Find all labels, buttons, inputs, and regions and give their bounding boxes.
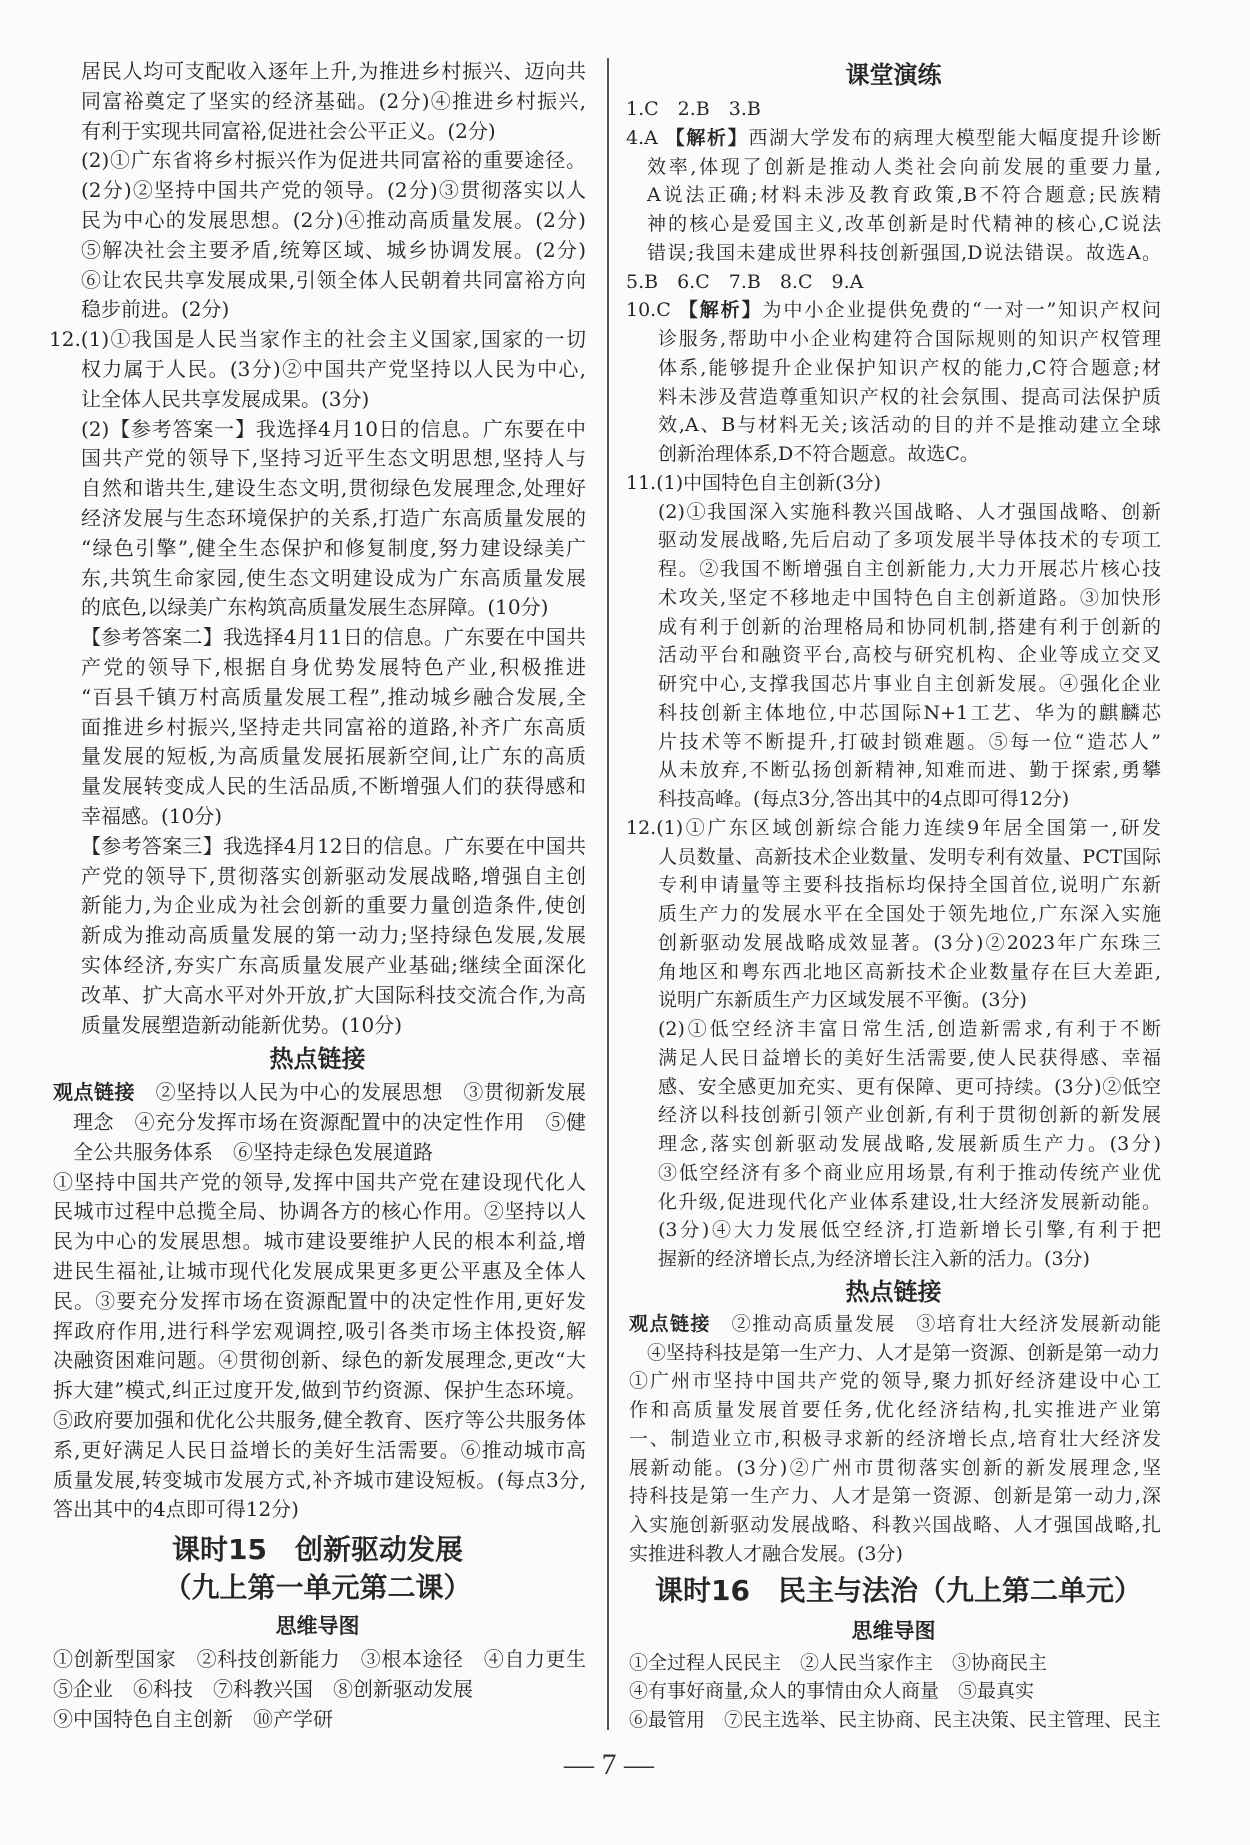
- text-line: [49, 921, 586, 951]
- line-text: ①创新型国家 ②科技创新能力 ③根本途径 ④自力更生: [53, 1647, 586, 1672]
- text-line: [49, 1168, 586, 1198]
- text-line: [626, 1216, 1161, 1245]
- text-line: [49, 1138, 586, 1168]
- line-text: 理念 ④充分发挥市场在资源配置中的决定性作用 ⑤健: [73, 1110, 586, 1135]
- line-text: (2)①低空经济丰富日常生活,创造新需求,有利于不断: [658, 1018, 1161, 1040]
- line-text: 课时15 创新驱动发展: [172, 1533, 463, 1567]
- text-line: [49, 146, 586, 176]
- text-line: [49, 266, 586, 296]
- text-line: [626, 986, 1161, 1015]
- line-text: A说法正确;材料未涉及教育政策,B不符合题意;民族精: [647, 184, 1161, 207]
- text-line: [626, 1677, 1161, 1706]
- line-text: 成有利于创新的治理格局和协同机制,搭建有利于创新的: [658, 615, 1161, 638]
- bold-label: 【解析】: [678, 299, 763, 322]
- text-line: [49, 1227, 586, 1257]
- question-number: 10.C: [626, 299, 679, 322]
- text-line: [49, 87, 586, 117]
- line-text: 自然和谐共生,建设生态文明,贯彻绿色发展理念,处理好: [81, 476, 586, 501]
- line-text: 创新治理体系,D不符合题意。故选C。: [658, 443, 979, 465]
- line-text: 活动平台和融资平台,高校与研究机构、企业等成立交叉: [658, 644, 1161, 667]
- text-line: [626, 814, 1161, 843]
- line-text: 一、制造业立市,积极寻求新的经济增长点,培育壮大经济发: [629, 1427, 1161, 1450]
- text-line: [49, 1346, 586, 1376]
- line-text: （九上第一单元第二课）: [163, 1571, 472, 1605]
- line-text: 驱动发展战略,先后启动了多项发展半导体技术的专项工: [658, 529, 1161, 552]
- text-line: [626, 1310, 1161, 1339]
- text-line: [49, 593, 586, 623]
- line-text: 握新的经济增长点,为经济增长注入新的活力。(3分): [658, 1248, 1090, 1270]
- text-line: [49, 1078, 586, 1108]
- line-text: 让全体人民共享发展成果。(3分): [81, 386, 370, 411]
- line-text: 料未涉及营造尊重知识产权的社会氛围、提高司法保护质: [658, 385, 1161, 408]
- line-text: 为中小企业提供免费的“一对一”知识产权问: [762, 299, 1161, 322]
- lesson-title: [626, 1569, 1161, 1613]
- line-text: 效率,体现了创新是推动人类社会向前发展的重要力量,: [647, 155, 1161, 178]
- line-text: ⑤解决社会主要矛盾,统筹区域、城乡协调发展。(2分): [81, 237, 586, 262]
- line-text: 12.(1)①我国是人民当家作主的社会主义国家,国家的一切: [49, 327, 586, 352]
- bold-label: 观点链接: [53, 1080, 136, 1105]
- text-line: [626, 1339, 1161, 1368]
- text-line: [49, 117, 586, 147]
- text-line: [49, 295, 586, 325]
- line-text: 东,共筑生命家园,使生态文明建设成为广东高质量发展: [81, 565, 586, 590]
- text-line: [626, 239, 1161, 268]
- line-text: ⑨中国特色自主创新 ⑩产学研: [53, 1706, 333, 1731]
- section-heading: [626, 55, 1161, 95]
- line-text: 的底色,以绿美广东构筑高质量发展生态屏障。(10分): [81, 595, 549, 620]
- line-text: 民城市过程中总揽全局、协调各方的核心作用。②坚持以人: [53, 1199, 586, 1224]
- line-text: 专利申请量等主要科技指标均保持全国首位,说明广东新: [658, 874, 1161, 897]
- line-text: 新成为推动高质量发展的第一动力;坚持绿色发展,发展: [81, 923, 586, 948]
- line-text: 12.(1)①广东区域创新综合能力连续9年居全国第一,研发: [626, 816, 1161, 839]
- line-text: 实体经济,夯实广东高质量发展产业基础;继续全面深化: [81, 952, 586, 977]
- text-line: [626, 1540, 1161, 1569]
- text-line: [626, 1159, 1161, 1188]
- text-line: [626, 613, 1161, 642]
- text-line: [49, 385, 586, 415]
- line-text: 【参考答案二】我选择4月11日的信息。广东要在中国共: [81, 625, 586, 650]
- text-line: [626, 843, 1161, 872]
- line-text: 答出其中的4点即可得12分): [53, 1497, 299, 1522]
- mind-map-heading: [49, 1607, 586, 1645]
- text-line: [626, 1130, 1161, 1159]
- text-line: [49, 1376, 586, 1406]
- line-text: 诊服务,帮助中小企业构建符合国际规则的知识产权管理: [658, 328, 1161, 350]
- text-line: [49, 862, 586, 892]
- text-line: [626, 670, 1161, 699]
- text-line: [626, 181, 1161, 210]
- text-line: [626, 958, 1161, 987]
- line-text: 满足人民日益增长的美好生活需要,使人民获得感、幸福: [658, 1046, 1161, 1069]
- line-text: 热点链接: [269, 1045, 366, 1074]
- line-text: 从未放弃,不断弘扬创新精神,知难而进、勤于探索,勇攀: [658, 759, 1161, 782]
- text-line: [626, 1101, 1161, 1130]
- line-text: 权力属于人民。(3分)②中国共产党坚持以人民为中心,: [81, 356, 586, 381]
- line-text: 术攻关,坚定不移地走中国特色自主创新道路。③加快形: [658, 586, 1161, 609]
- line-text: 神的核心是爱国主义,改革创新是时代精神的核心,C说法: [647, 213, 1161, 235]
- text-line: [626, 498, 1161, 527]
- line-text: ①全过程人民民主 ②人民当家作主 ③协商民主: [629, 1651, 1048, 1674]
- text-line: [49, 206, 586, 236]
- line-text: ②推动高质量发展 ③培育壮大经济发展新动能: [711, 1312, 1161, 1335]
- text-line: [49, 1406, 586, 1436]
- line-text: 居民人均可支配收入逐年上升,为推进乡村振兴、迈向共: [81, 59, 586, 83]
- text-line: [49, 981, 586, 1011]
- page-number: — 7 —: [564, 1748, 654, 1781]
- line-text: 产党的领导下,贯彻落实创新驱动发展战略,增强自主创: [81, 863, 586, 888]
- line-text: 实推进科教人才融合发展。(3分): [629, 1542, 903, 1565]
- line-text: 量发展的短板,为高质量发展拓展新空间,让广东的高质: [81, 744, 586, 769]
- text-line: [49, 891, 586, 921]
- text-line: [49, 325, 586, 355]
- text-line: [626, 728, 1161, 757]
- text-line: [49, 1436, 586, 1466]
- bold-label: 观点链接: [629, 1312, 712, 1335]
- line-text: 系,更好满足人民日益增长的美好生活需要。⑥推动城市高: [53, 1437, 586, 1462]
- text-line: [49, 504, 586, 534]
- question-number: 4.A: [626, 126, 666, 149]
- text-line: [49, 1287, 586, 1317]
- line-text: 角地区和粤东西北地区高新技术企业数量存在巨大差距,: [658, 960, 1161, 983]
- text-line: [49, 623, 586, 653]
- text-line: [49, 1108, 586, 1138]
- text-line: [626, 268, 1161, 297]
- line-text: 说明广东新质生产力区域发展不平衡。(3分): [658, 989, 1027, 1012]
- line-text: 课堂演练: [845, 61, 942, 89]
- line-text: 程。②我国不断增强自主创新能力,大力开展芯片核心技: [658, 558, 1161, 580]
- line-text: 5.B 6.C 7.B 8.C 9.A: [626, 270, 864, 293]
- text-line: [626, 584, 1161, 613]
- text-line: [626, 929, 1161, 958]
- line-text: 感、安全感更加充实、更有保障、更可持续。(3分)②低空: [658, 1075, 1161, 1098]
- line-text: 科技创新主体地位,中芯国际N+1工艺、华为的麒麟芯: [658, 701, 1161, 724]
- text-line: [626, 1367, 1161, 1396]
- text-line: [626, 1454, 1161, 1483]
- text-line: [49, 1257, 586, 1287]
- right-column: [626, 55, 1161, 1735]
- line-text: ⑤政府要加强和优化公共服务,健全教育、医疗等公共服务体: [53, 1408, 586, 1433]
- text-line: [626, 555, 1161, 584]
- text-line: [626, 1188, 1161, 1217]
- line-text: 课时16 民主与法治（九上第二单元）: [655, 1573, 1142, 1607]
- text-line: [626, 756, 1161, 785]
- line-text: 体系,能够提升企业保护知识产权的能力,C符合题意;材: [658, 356, 1161, 379]
- left-column: [49, 57, 586, 1735]
- line-text: (2)①广东省将乡村振兴作为促进共同富裕的重要途径。: [81, 148, 586, 173]
- text-line: [626, 1073, 1161, 1102]
- text-line: [626, 1015, 1161, 1044]
- text-line: [49, 742, 586, 772]
- line-text: 民为中心的发展思想。(2分)④推动高质量发展。(2分): [81, 207, 586, 232]
- text-line: [49, 713, 586, 743]
- text-line: [626, 1511, 1161, 1540]
- line-text: ②坚持以人民为中心的发展思想 ③贯彻新发展: [135, 1080, 586, 1105]
- line-text: ⑥最管用 ⑦民主选举、民主协商、民主决策、民主管理、民主: [629, 1709, 1161, 1731]
- text-line: [626, 1396, 1161, 1425]
- text-line: [626, 411, 1161, 440]
- line-text: 民为中心的发展思想。城市建设要维护人民的根本利益,增: [53, 1229, 586, 1254]
- text-line: [626, 900, 1161, 929]
- text-line: [626, 153, 1161, 182]
- line-text: 【参考答案三】我选择4月12日的信息。广东要在中国共: [81, 833, 586, 858]
- text-line: [626, 1649, 1161, 1678]
- text-line: [49, 653, 586, 683]
- text-line: [626, 871, 1161, 900]
- text-line: [626, 526, 1161, 555]
- text-line: [626, 1044, 1161, 1073]
- line-text: 热点链接: [845, 1277, 942, 1306]
- text-line: [49, 415, 586, 445]
- line-text: ④坚持科技是第一生产力、人才是第一资源、创新是第一动力: [647, 1341, 1161, 1364]
- lesson-title: [49, 1531, 586, 1569]
- line-text: 质生产力的发展水平在全国处于领先地位,广东深入实施: [658, 903, 1161, 925]
- text-line: [49, 1645, 586, 1675]
- line-text: 进民生福祉,让城市现代化发展成果更多更公平惠及全体人: [53, 1259, 586, 1284]
- lesson-title: [49, 1569, 586, 1607]
- line-text: 错误;我国未建成世界科技创新强国,D说法错误。故选A。: [647, 241, 1161, 264]
- section-heading: [49, 1040, 586, 1078]
- text-line: [49, 176, 586, 206]
- line-text: 作和高质量发展首要任务,优化经济结构,扎实推进产业第: [629, 1399, 1161, 1421]
- line-text: 稳步前进。(2分): [81, 297, 230, 322]
- text-line: [626, 440, 1161, 469]
- text-line: [626, 699, 1161, 728]
- text-line: [49, 1466, 586, 1496]
- line-text: 拆大建”模式,纠正过度开发,做到节约资源、保护生态环境。: [53, 1378, 586, 1403]
- line-text: (2)【参考答案一】我选择4月10日的信息。广东要在中: [81, 416, 586, 441]
- text-line: [626, 354, 1161, 383]
- line-text: 幸福感。(10分): [81, 803, 223, 828]
- text-line: [49, 832, 586, 862]
- line-text: 展新动能。(3分)②广州市贯彻落实创新的新发展理念,坚: [629, 1456, 1161, 1479]
- column-divider: [607, 58, 609, 1730]
- line-text: 1.C 2.B 3.B: [626, 98, 761, 120]
- text-line: [626, 210, 1161, 239]
- text-line: [626, 1425, 1161, 1454]
- line-text: 经济发展与生态环境保护的关系,打造广东高质量发展的: [81, 505, 586, 530]
- line-text: 产党的领导下,根据自身优势发展特色产业,积极推进: [81, 654, 586, 679]
- line-text: ③低空经济有多个商业应用场景,有利于推动传统产业优: [658, 1161, 1161, 1184]
- line-text: ①广州市坚持中国共产党的领导,聚力抓好经济建设中心工: [629, 1370, 1161, 1393]
- text-line: [626, 124, 1161, 153]
- line-text: (2分)②坚持中国共产党的领导。(2分)③贯彻落实以人: [81, 178, 586, 203]
- line-text: 质量发展,转变城市发展方式,补齐城市建设短板。(每点3分,: [53, 1467, 586, 1492]
- text-line: [49, 1197, 586, 1227]
- line-text: 决融资困难问题。④贯彻创新、绿色的新发展理念,更改“大: [53, 1348, 586, 1373]
- line-text: ⑥让农民共享发展成果,引领全体人民朝着共同富裕方向: [81, 267, 586, 292]
- line-text: 效,A、B与材料无关;该活动的目的并不是推动建立全球: [658, 414, 1161, 437]
- line-text: 质量发展塑造新动能新优势。(10分): [81, 1012, 403, 1037]
- line-text: 同富裕奠定了坚实的经济基础。(2分)④推进乡村振兴,: [81, 88, 586, 113]
- text-line: [49, 564, 586, 594]
- line-text: 改革、扩大高水平对外开放,扩大国际科技交流合作,为高: [81, 982, 586, 1007]
- line-text: 量发展转变成人民的生活品质,不断增强人们的获得感和: [81, 774, 586, 799]
- text-line: [49, 683, 586, 713]
- line-text: 创新驱动发展战略成效显著。(3分)②2023年广东珠三: [658, 931, 1161, 954]
- text-line: [49, 1011, 586, 1041]
- line-text: 入实施创新驱动发展战略、科教兴国战略、人才强国战略,扎: [629, 1514, 1161, 1536]
- line-text: (2)①我国深入实施科教兴国战略、人才强国战略、创新: [658, 500, 1161, 523]
- line-text: 思维导图: [851, 1618, 936, 1643]
- text-line: [49, 534, 586, 564]
- text-line: [49, 236, 586, 266]
- mind-map-heading: [626, 1613, 1161, 1649]
- text-line: [49, 444, 586, 474]
- text-line: [49, 1495, 586, 1525]
- line-text: “绿色引擎”,健全生态保护和修复制度,努力建设绿美广: [81, 535, 586, 560]
- text-line: [626, 383, 1161, 412]
- text-line: [626, 1482, 1161, 1511]
- line-text: 理念,落实创新驱动发展战略,发展新质生产力。(3分): [658, 1133, 1161, 1155]
- line-text: ⑤企业 ⑥科技 ⑦科教兴国 ⑧创新驱动发展: [53, 1677, 473, 1702]
- line-text: 挥政府作用,进行科学宏观调控,吸引各类市场主体投资,解: [53, 1318, 586, 1343]
- line-text: 片技术等不断提升,打破封锁难题。⑤每一位“造芯人”: [658, 730, 1161, 753]
- line-text: 西湖大学发布的病理大模型能大幅度提升诊断: [748, 126, 1161, 149]
- line-text: 化升级,促进现代化产业体系建设,壮大经济发展新动能。: [658, 1190, 1161, 1213]
- line-text: 科技高峰。(每点3分,答出其中的4点即可得12分): [658, 788, 1070, 810]
- line-text: 11.(1)中国特色自主创新(3分): [626, 471, 882, 494]
- text-line: [626, 1706, 1161, 1735]
- text-line: [626, 95, 1161, 124]
- line-text: 面推进乡村振兴,坚持走共同富裕的道路,补齐广东高质: [81, 714, 586, 739]
- line-text: 思维导图: [275, 1614, 360, 1639]
- text-line: [49, 57, 586, 87]
- bold-label: 【解析】: [665, 126, 749, 149]
- line-text: 有利于实现共同富裕,促进社会公平正义。(2分): [81, 118, 496, 143]
- line-text: (3分)④大力发展低空经济,打造新增长引擎,有利于把: [658, 1219, 1161, 1242]
- line-text: “百县千镇万村高质量发展工程”,推动城乡融合发展,全: [81, 684, 586, 709]
- text-line: [626, 325, 1161, 354]
- line-text: 持科技是第一生产力、人才是第一资源、创新是第一动力,深: [629, 1485, 1161, 1508]
- text-line: [626, 469, 1161, 498]
- line-text: 国共产党的领导下,坚持习近平生态文明思想,坚持人与: [81, 446, 586, 471]
- text-line: [626, 641, 1161, 670]
- text-line: [49, 355, 586, 385]
- line-text: 研究中心,支撑我国芯片事业自主创新发展。④强化企业: [658, 673, 1161, 695]
- line-text: ④有事好商量,众人的事情由众人商量 ⑤最真实: [629, 1680, 1035, 1703]
- text-line: [626, 296, 1161, 325]
- line-text: 人员数量、高新技术企业数量、发明专利有效量、PCT国际: [658, 845, 1161, 868]
- line-text: 民。③要充分发挥市场在资源配置中的决定性作用,更好发: [53, 1288, 586, 1313]
- line-text: 经济以科技创新引领产业创新,有利于贯彻创新的新发展: [658, 1104, 1161, 1127]
- line-text: ①坚持中国共产党的领导,发挥中国共产党在建设现代化人: [53, 1169, 586, 1194]
- text-line: [49, 474, 586, 504]
- text-line: [626, 785, 1161, 814]
- text-line: [49, 951, 586, 981]
- text-line: [49, 1675, 586, 1705]
- line-text: 新能力,为企业成为社会创新的重要力量创造条件,使创: [81, 893, 586, 918]
- section-heading: [626, 1274, 1161, 1310]
- text-line: [626, 1245, 1161, 1274]
- text-line: [49, 772, 586, 802]
- text-line: [49, 802, 586, 832]
- line-text: 全公共服务体系 ⑥坚持走绿色发展道路: [73, 1139, 433, 1164]
- text-line: [49, 1317, 586, 1347]
- text-line: [49, 1705, 586, 1735]
